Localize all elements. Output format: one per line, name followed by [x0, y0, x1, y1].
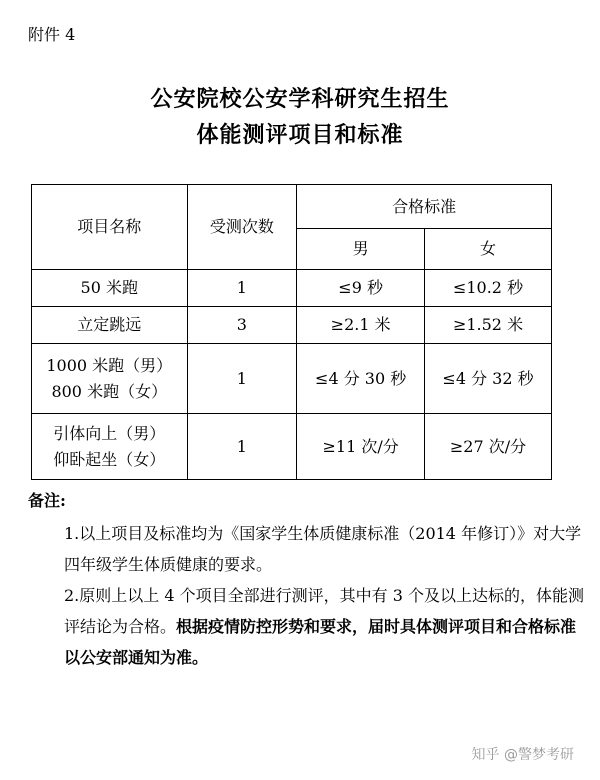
row-times: 1	[187, 414, 297, 480]
row-times: 1	[187, 270, 297, 307]
row-item-line: 800 米跑（女）	[51, 381, 168, 401]
row-item: 50 米跑	[32, 270, 188, 307]
row-female-standard: ≥27 次/分	[425, 414, 552, 480]
table-row	[32, 307, 552, 344]
header-test-times: 受测次数	[187, 185, 297, 270]
attachment-label: 附件 4	[28, 25, 76, 44]
row-times: 1	[187, 344, 297, 414]
document-title-line-1: 公安院校公安学科研究生招生	[150, 86, 450, 112]
row-times: 3	[187, 307, 297, 344]
header-qualified-standard: 合格标准	[297, 185, 552, 229]
table-row	[32, 270, 552, 307]
row-male-standard: ≤9 秒	[297, 270, 425, 307]
row-male-standard: ≥11 次/分	[297, 414, 425, 480]
header-female: 女	[425, 229, 552, 270]
notes-title: 备注:	[28, 491, 66, 510]
row-item	[32, 344, 188, 414]
table-row	[32, 344, 552, 414]
watermark: 知乎 @警梦考研	[471, 747, 574, 763]
row-item-line: 仰卧起坐（女）	[53, 449, 166, 469]
header-male: 男	[297, 229, 425, 270]
note-2-emphasis: 根据疫情防控形势和要求，届时具体测评项目和合格标准以公安部通知为准。	[64, 617, 577, 667]
row-female-standard: ≤4 分 32 秒	[425, 344, 552, 414]
note-2	[28, 580, 592, 673]
row-male-standard: ≥2.1 米	[297, 307, 425, 344]
note-1: 1.以上项目及标准均为《国家学生体质健康标准（2014 年修订）》对大学四年级学生体质健康的要求。	[64, 524, 582, 574]
row-item: 立定跳远	[32, 307, 188, 344]
row-female-standard: ≤10.2 秒	[425, 270, 552, 307]
row-male-standard: ≤4 分 30 秒	[297, 344, 425, 414]
table-row	[32, 414, 552, 480]
row-item-line: 1000 米跑（男）	[46, 355, 173, 375]
header-item-name: 项目名称	[32, 185, 188, 270]
row-item-line: 引体向上（男）	[53, 423, 166, 443]
row-female-standard: ≥1.52 米	[425, 307, 552, 344]
standards-table	[31, 184, 552, 480]
document-title-line-2: 体能测评项目和标准	[196, 122, 404, 148]
row-item	[32, 414, 188, 480]
note-2-text: 2.原则上以上 4 个项目全部进行测评，其中有 3 个及以上达标的，体能测评结论为合格。	[64, 586, 584, 636]
